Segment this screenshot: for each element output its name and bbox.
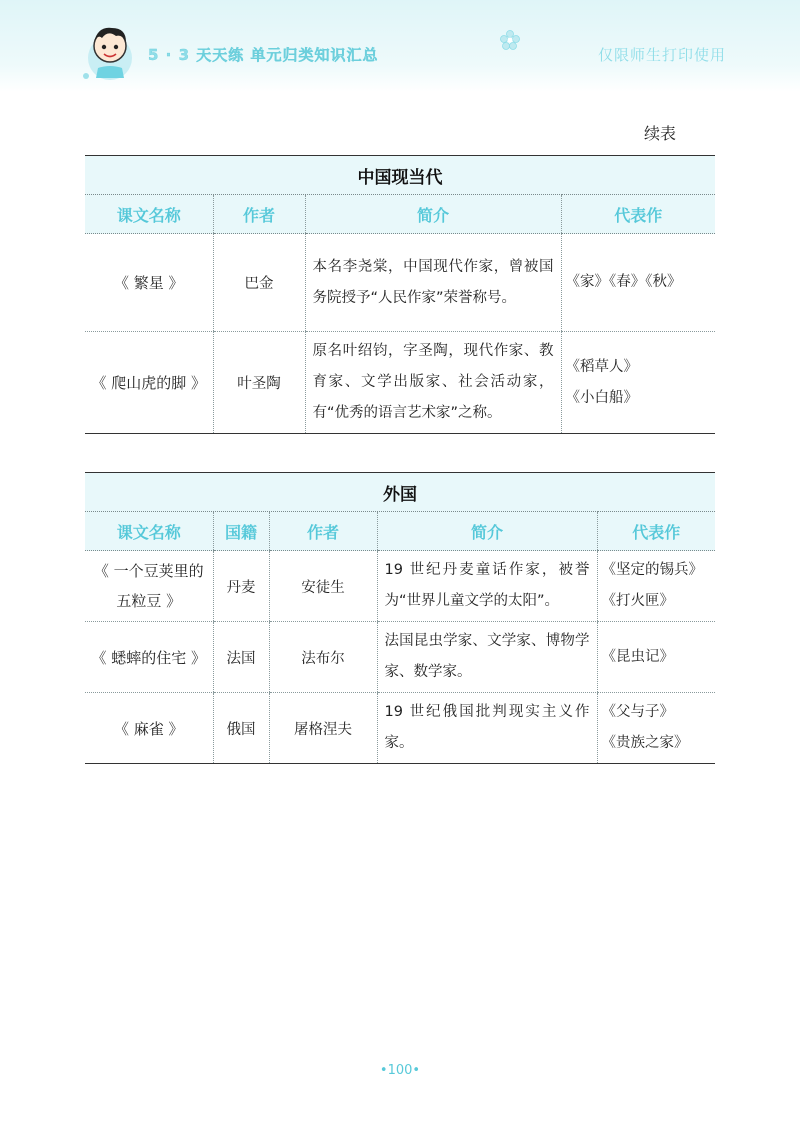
work-item: 《家》《春》《秋》 bbox=[565, 274, 682, 290]
table-row bbox=[85, 551, 715, 622]
table-row bbox=[85, 622, 715, 693]
author-name: 巴金 bbox=[213, 234, 305, 332]
author-country: 法国 bbox=[213, 622, 269, 693]
column-header-country: 国籍 bbox=[213, 512, 269, 551]
header-print-notice: 仅限师生打印使用 bbox=[598, 46, 727, 64]
work-item: 《贵族之家》 bbox=[601, 735, 689, 751]
column-header-works: 代表作 bbox=[561, 195, 715, 234]
author-name: 法布尔 bbox=[269, 622, 377, 693]
lesson-title: 《 一个豆荚里的五粒豆 》 bbox=[85, 551, 213, 622]
work-item: 《坚定的锡兵》 bbox=[601, 562, 703, 578]
author-country: 丹麦 bbox=[213, 551, 269, 622]
foreign-authors-table bbox=[85, 472, 715, 764]
cartoon-boy-mascot-icon bbox=[78, 18, 142, 84]
representative-works bbox=[597, 622, 715, 693]
lesson-title: 《 繁星 》 bbox=[85, 234, 213, 332]
column-header-author: 作者 bbox=[269, 512, 377, 551]
column-header-title: 课文名称 bbox=[85, 195, 213, 234]
table-row bbox=[85, 693, 715, 764]
author-intro: 本名李尧棠，中国现代作家，曾被国务院授予“人民作家”荣誉称号。 bbox=[305, 234, 561, 332]
lesson-title: 《 爬山虎的脚 》 bbox=[91, 374, 207, 392]
table-row bbox=[85, 332, 715, 434]
column-header-intro: 简介 bbox=[305, 195, 561, 234]
representative-works bbox=[561, 234, 715, 332]
modern-chinese-authors-table bbox=[85, 155, 715, 434]
lesson-title: 《 蟋蟀的住宅 》 bbox=[85, 622, 213, 693]
author-intro: 19 世纪俄国批判现实主义作家。 bbox=[377, 693, 597, 764]
continued-label: 续表 bbox=[644, 124, 677, 143]
lesson-title: 《 麻雀 》 bbox=[113, 719, 184, 738]
work-item: 《稻草人》 bbox=[565, 358, 638, 375]
author-name: 叶圣陶 bbox=[213, 332, 305, 434]
representative-works bbox=[561, 332, 715, 434]
work-item: 《打火匣》 bbox=[601, 593, 674, 609]
page-number: •100• bbox=[379, 1063, 421, 1078]
work-item: 《昆虫记》 bbox=[601, 648, 674, 665]
section-title: 中国现当代 bbox=[85, 156, 715, 195]
author-intro: 原名叶绍钧，字圣陶，现代作家、教育家、文学出版家、社会活动家，有“优秀的语言艺术家”之称。 bbox=[305, 332, 561, 434]
representative-works bbox=[597, 551, 715, 622]
flower-icon bbox=[500, 30, 520, 50]
column-header-title: 课文名称 bbox=[85, 512, 213, 551]
work-item: 《父与子》 bbox=[601, 704, 674, 720]
author-intro: 法国昆虫学家、文学家、博物学家、数学家。 bbox=[377, 622, 597, 693]
work-item: 《小白船》 bbox=[565, 389, 638, 406]
column-header-works: 代表作 bbox=[597, 512, 715, 551]
author-name: 屠格涅夫 bbox=[269, 693, 377, 764]
column-header-author: 作者 bbox=[213, 195, 305, 234]
author-country: 俄国 bbox=[213, 693, 269, 764]
column-header-intro: 简介 bbox=[377, 512, 597, 551]
author-name: 安徒生 bbox=[269, 551, 377, 622]
header-title: 5 · 3 天天练 单元归类知识汇总 bbox=[148, 46, 379, 64]
representative-works bbox=[597, 693, 715, 764]
table-row bbox=[85, 234, 715, 332]
section-title: 外国 bbox=[85, 473, 715, 512]
author-intro: 19 世纪丹麦童话作家，被誉为“世界儿童文学的太阳”。 bbox=[377, 551, 597, 622]
